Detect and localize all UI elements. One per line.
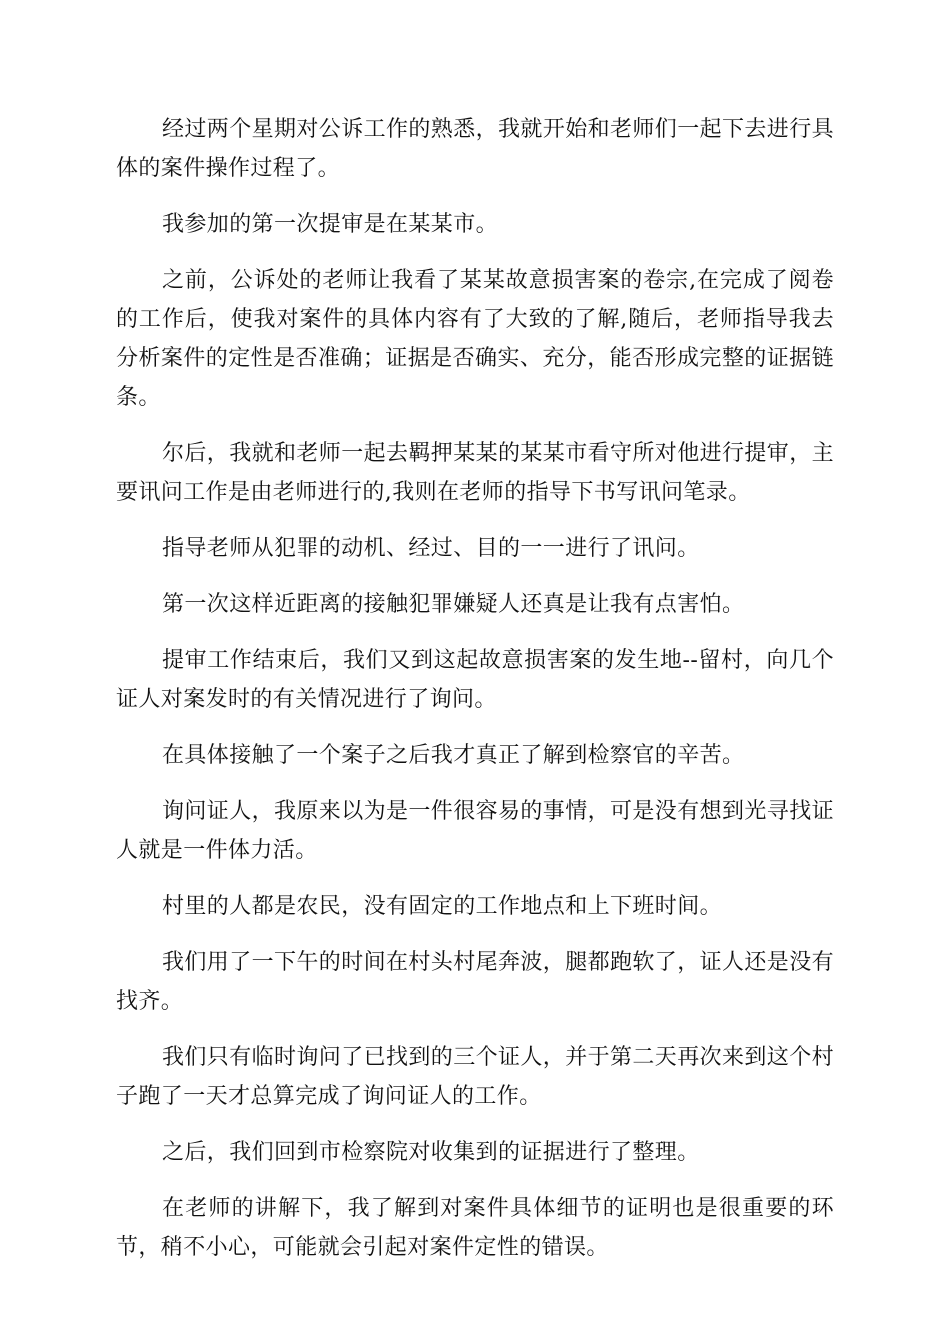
paragraph: 我们只有临时询问了已找到的三个证人，并于第二天再次来到这个村子跑了一天才总算完成了询问证人的工作。 [116, 1045, 835, 1109]
paragraph: 询问证人，我原来以为是一件很容易的事情，可是没有想到光寻找证人就是一件体力活。 [116, 799, 835, 863]
paragraph: 指导老师从犯罪的动机、经过、目的一一进行了讯问。 [162, 536, 700, 561]
paragraph: 经过两个星期对公诉工作的熟悉，我就开始和老师们一起下去进行具体的案件操作过程了。 [116, 117, 835, 181]
paragraph: 之后，我们回到市检察院对收集到的证据进行了整理。 [162, 1140, 700, 1165]
paragraph: 村里的人都是农民，没有固定的工作地点和上下班时间。 [162, 894, 723, 919]
paragraph: 在具体接触了一个案子之后我才真正了解到检察官的辛苦。 [162, 743, 745, 768]
paragraph: 第一次这样近距离的接触犯罪嫌疑人还真是让我有点害怕。 [162, 592, 745, 617]
paragraph: 提审工作结束后，我们又到这起故意损害案的发生地--留村，向几个证人对案发时的有关情况进行了询问。 [116, 648, 834, 712]
paragraph: 尔后，我就和老师一起去羁押某某的某某市看守所对他进行提审，主要讯问工作是由老师进行的,我则在老师的指导下书写讯问笔录。 [116, 441, 835, 505]
paragraph: 我们用了一下午的时间在村头村尾奔波，腿都跑软了，证人还是没有找齐。 [116, 950, 835, 1014]
paragraph: 我参加的第一次提审是在某某市。 [162, 212, 499, 237]
paragraph: 之前，公诉处的老师让我看了某某故意损害案的卷宗,在完成了阅卷的工作后，使我对案件的具体内容有了大致的了解,随后，老师指导我去分析案件的定性是否准确；证据是否确实、充分，能否形成完整的证据链条。 [116, 268, 834, 410]
document-body [116, 110, 834, 1284]
paragraph: 在老师的讲解下，我了解到对案件具体细节的证明也是很重要的环节，稍不小心，可能就会引起对案件定性的错误。 [116, 1196, 834, 1260]
